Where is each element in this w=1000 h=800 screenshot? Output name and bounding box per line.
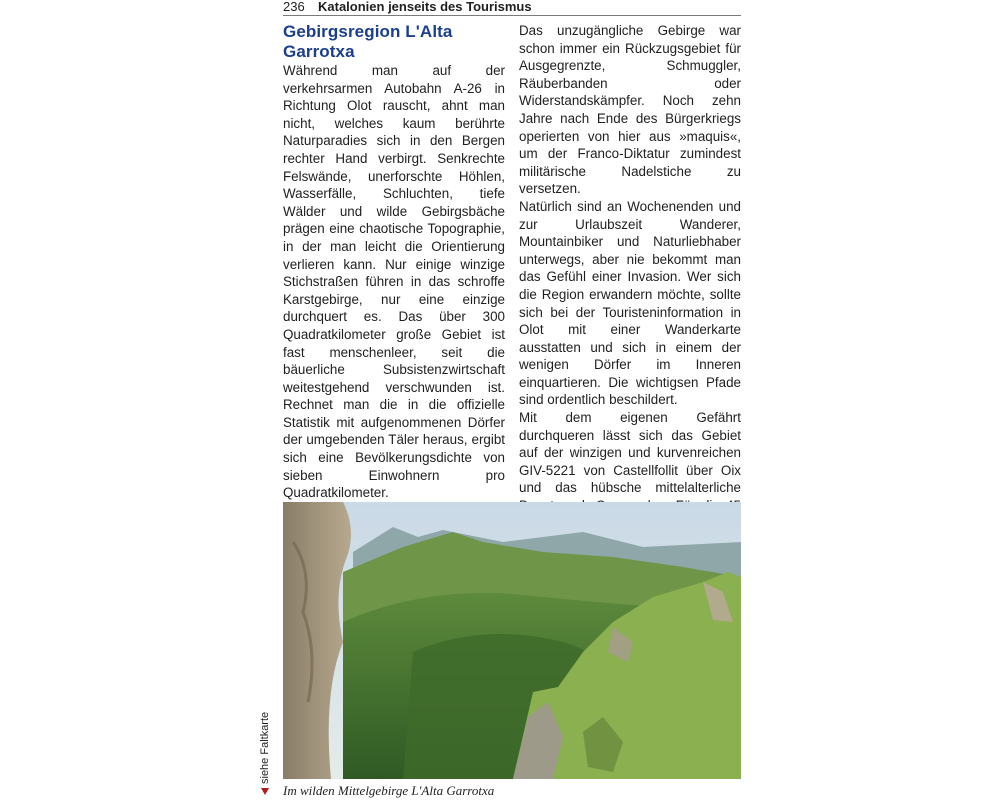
mountain-landscape-illustration: [283, 502, 741, 779]
landscape-photo: [283, 502, 741, 779]
paragraph: Das unzugängliche Gebirge war schon immer ein Rückzugsgebiet für Ausgegrenzte, Schmuggler, Räuberbanden oder Widerstandskämpfer. Noch zehn Jahre nach Ende des Bürgerkriegs operierten von hier aus »maquis«, um der Franco-Diktatur zumindest militärische Nadelstiche zu versetzen.: [519, 23, 741, 197]
section-heading: Gebirgsregion L'Alta Garrotxa: [283, 22, 453, 61]
running-title: Katalonien jenseits des Tourismus: [318, 0, 532, 14]
page-number: 236: [283, 0, 305, 14]
paragraph: Mit dem eigenen Gefährt durchqueren lässt sich das Gebiet auf der winzigen und kurvenreichen GIV-5221 von Castellfollit über Oix und das hübsche mittelalterliche: [519, 410, 741, 496]
paragraph: Natürlich sind an Wochenenden und zur Urlaubszeit Wanderer, Mountainbiker und Naturliebhaber unterwegs, aber nie bekommt man das Gefühl einer Invasion. Wer sich die Region erwandern möchte, sollte sich bei der Touristeninformation in Olot mit einer Wanderkarte ausstatten und sich in einem der wenigen Dörfer im Inneren einquartieren. Die wichtigsen Pfade sind ordentlich beschildert.: [519, 198, 741, 408]
map-reference: [259, 712, 271, 795]
arrow-icon: [261, 788, 269, 795]
map-reference-label: siehe Faltkarte: [259, 711, 271, 784]
running-header: [283, 0, 741, 16]
paragraph: Während man auf der verkehrsarmen Autobahn A-26 in Richtung Olot rauscht, ahnt man nicht, welches kaum berührte Naturparadies sich in den Bergen rechter Hand verbirgt. Senkrechte Felswände, unerforschte Höhlen, Wasserfälle, Schluchten, tiefe Wälder und wilde Gebirgsbäche prägen eine chaotische Topographie, in der man leicht die Orientierung verlieren kann. Nur einige winzige Stichstraßen führen in das schroffe Karstgebirge, nur eine einzige durchquert es. Das über 300 Quadratkilometer große Gebiet ist fast menschenleer, seit die bäuerliche Subsistenzwirtschaft weitestgehend verschwunden ist. Rechnet man die in die offizielle Statistik mit aufgenommenen Dörfer der umgebenden Täler heraus, ergibt sich eine Bevölkerungsdichte von sieben Einwohnern pro Quadratkilometer.: [283, 63, 505, 501]
photo-caption: Im wilden Mittelgebirge L'Alta Garrotxa: [283, 783, 495, 798]
